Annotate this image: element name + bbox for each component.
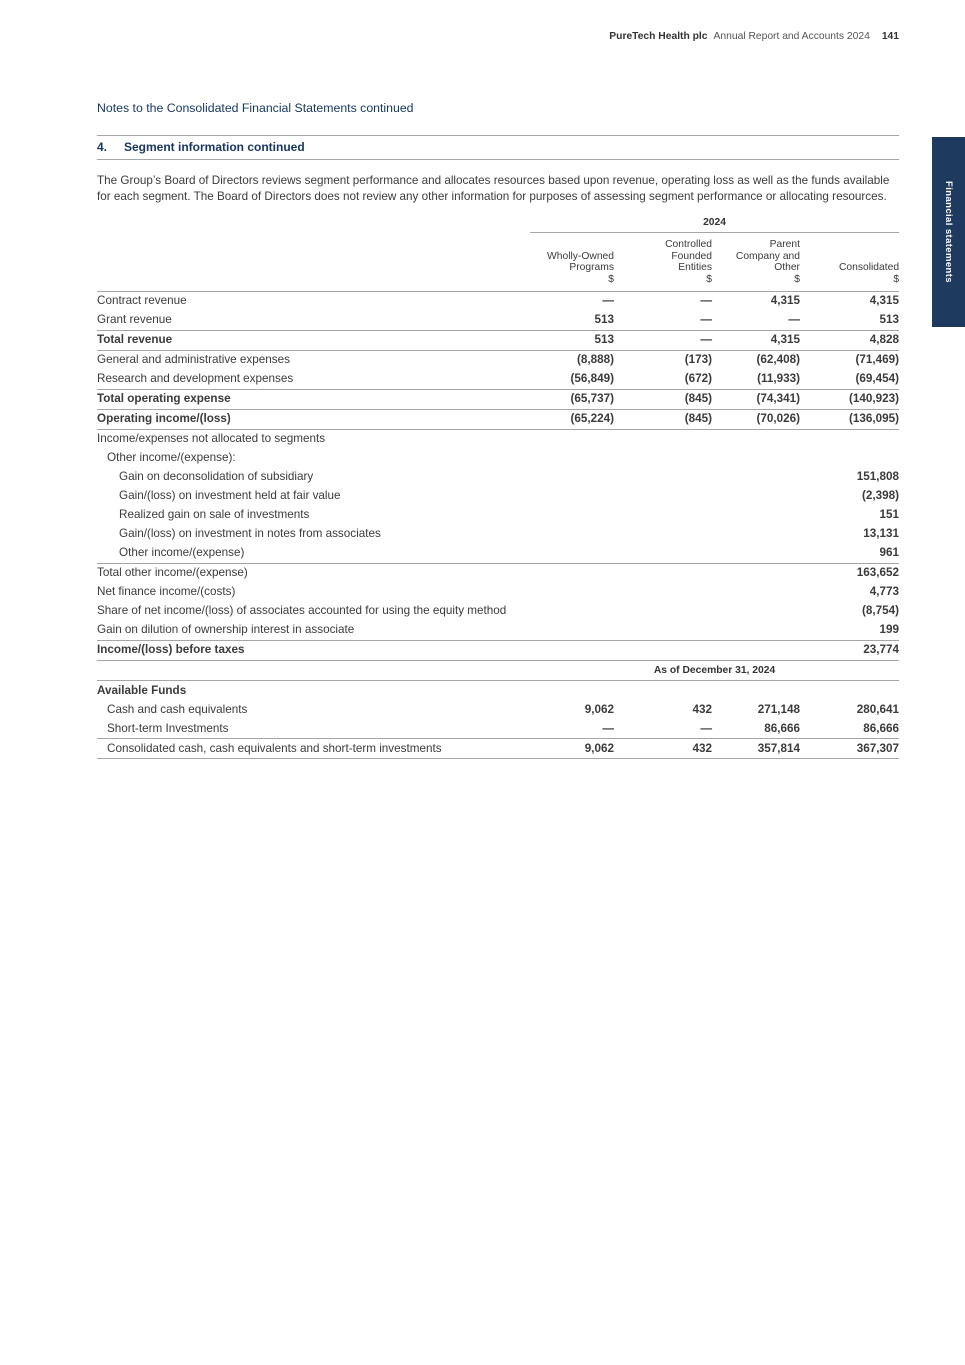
- cell-value: (845): [614, 389, 712, 409]
- cell-value: [712, 544, 800, 564]
- cell-value: (71,469): [855, 353, 900, 367]
- cell-value: —: [614, 311, 712, 331]
- section-title: Segment information continued: [124, 140, 305, 154]
- cell-value: [614, 583, 712, 602]
- row-label: Gain on dilution of ownership interest in associate: [97, 621, 530, 641]
- cell-value: [614, 602, 712, 621]
- page-number: 141: [881, 31, 899, 42]
- table-subheader-row: [97, 660, 899, 681]
- segment-table-body: [97, 291, 899, 759]
- financial-statements-tab: [932, 137, 965, 327]
- cell-value: 9,062: [530, 739, 614, 759]
- cell-value: (69,454): [800, 370, 899, 390]
- cell-value: [530, 506, 614, 525]
- row-label: Consolidated cash, cash equivalents and short-term investments: [97, 739, 530, 759]
- row-label: Other income/(expense): [97, 544, 530, 564]
- row-label: Net finance income/(costs): [97, 585, 236, 599]
- row-label: Gain on deconsolidation of subsidiary: [119, 470, 314, 484]
- table-row: [97, 739, 899, 759]
- cell-value: [530, 449, 614, 468]
- cell-value: [614, 544, 712, 564]
- cell-value: 163,652: [856, 566, 900, 580]
- cell-value: [712, 621, 800, 641]
- table-row: [97, 563, 899, 583]
- cell-value: [712, 640, 800, 660]
- cell-value: (11,933): [712, 370, 800, 390]
- cell-value: 357,814: [712, 739, 800, 759]
- cell-value: 280,641: [856, 702, 900, 716]
- cell-value: (8,888): [576, 353, 614, 367]
- cell-value: —: [530, 719, 614, 739]
- column-header: Controlled Founded Entities $: [614, 233, 712, 291]
- table-row: [97, 429, 899, 449]
- cell-value: [614, 681, 712, 701]
- cell-value: [614, 449, 712, 468]
- cell-value: 86,666: [712, 719, 800, 739]
- cell-value: [614, 506, 712, 525]
- row-spacer: [97, 660, 530, 681]
- cell-value: 513: [530, 311, 614, 331]
- cell-value: —: [712, 311, 800, 331]
- table-row: [97, 506, 899, 525]
- cell-value: [712, 525, 800, 544]
- cell-value: [530, 583, 614, 602]
- section-number: 4.: [97, 140, 108, 154]
- cell-value: —: [614, 719, 712, 739]
- row-label: Income/(loss) before taxes: [97, 640, 530, 660]
- cell-value: 432: [692, 702, 712, 716]
- row-label: Grant revenue: [97, 311, 530, 331]
- cell-value: [800, 681, 899, 701]
- cell-value: [530, 640, 614, 660]
- cell-value: 86,666: [800, 719, 899, 739]
- cell-value: —: [614, 330, 712, 350]
- cell-value: 4,315: [712, 330, 800, 350]
- table-row: [97, 350, 899, 370]
- cell-value: [530, 602, 614, 621]
- table-row: [97, 681, 899, 701]
- row-label: Total other income/(expense): [97, 566, 248, 580]
- year-header: 2024: [530, 217, 899, 233]
- year-header-row: [97, 217, 899, 233]
- table-row: [97, 621, 899, 641]
- row-label: Other income/(expense):: [107, 451, 236, 465]
- row-label: Gain/(loss) on investment held at fair value: [119, 489, 341, 503]
- table-row: [97, 719, 899, 739]
- header-spacer: [97, 233, 530, 291]
- table-row: [97, 370, 899, 390]
- row-label: General and administrative expenses: [97, 353, 290, 367]
- cell-value: (65,224): [530, 409, 614, 429]
- report-title: Annual Report and Accounts 2024: [713, 31, 870, 42]
- cell-value: [530, 429, 614, 449]
- cell-value: [614, 563, 712, 583]
- row-label: Available Funds: [97, 683, 187, 697]
- cell-value: 367,307: [800, 739, 899, 759]
- row-label: Gain/(loss) on investment in notes from associates: [119, 527, 381, 541]
- cell-value: [530, 544, 614, 564]
- cell-value: (672): [614, 370, 712, 390]
- cell-value: 432: [614, 739, 712, 759]
- cell-value: [712, 449, 800, 468]
- column-header-row: [97, 233, 899, 291]
- row-label: Total revenue: [97, 330, 530, 350]
- as-of-date-label: As of December 31, 2024: [530, 660, 899, 681]
- cell-value: 961: [800, 544, 899, 564]
- cell-value: [614, 487, 712, 506]
- cell-value: 151: [879, 508, 900, 522]
- cell-value: [530, 621, 614, 641]
- cell-value: —: [700, 294, 712, 308]
- cell-value: [712, 468, 800, 487]
- cell-value: (65,737): [530, 389, 614, 409]
- cell-value: [530, 681, 614, 701]
- cell-value: [712, 429, 800, 449]
- table-row: [97, 583, 899, 602]
- row-label: Research and development expenses: [97, 370, 530, 390]
- cell-value: [712, 602, 800, 621]
- header-spacer: [97, 217, 530, 233]
- cell-value: (2,398): [862, 489, 900, 503]
- cell-value: [800, 449, 899, 468]
- table-row: [97, 311, 899, 331]
- table-row: [97, 389, 899, 409]
- row-label: Realized gain on sale of investments: [119, 508, 310, 522]
- cell-value: [530, 487, 614, 506]
- notes-title: Notes to the Consolidated Financial Statements continued: [97, 101, 414, 115]
- row-label: Cash and cash equivalents: [107, 702, 248, 716]
- table-row: [97, 640, 899, 660]
- cell-value: 4,773: [869, 585, 900, 599]
- table-row: [97, 544, 899, 564]
- cell-value: (8,754): [862, 604, 900, 618]
- row-label: Short-term Investments: [97, 719, 530, 739]
- cell-value: 151,808: [856, 470, 900, 484]
- cell-value: —: [602, 294, 614, 308]
- cell-value: (845): [614, 409, 712, 429]
- row-label: Income/expenses not allocated to segments: [97, 432, 326, 446]
- cell-value: [712, 487, 800, 506]
- table-row: [97, 409, 899, 429]
- cell-value: (62,408): [756, 353, 800, 367]
- row-label: Contract revenue: [97, 294, 187, 308]
- section-heading: [97, 135, 899, 160]
- cell-value: [712, 681, 800, 701]
- brand-name: PureTech Health plc: [609, 31, 708, 42]
- row-label: Total operating expense: [97, 389, 530, 409]
- table-row: [97, 449, 899, 468]
- cell-value: (173): [684, 353, 712, 367]
- row-label: Operating income/(loss): [97, 409, 530, 429]
- table-row: [97, 330, 899, 350]
- table-row: [97, 487, 899, 506]
- segment-table: [97, 217, 899, 759]
- cell-value: 513: [530, 330, 614, 350]
- cell-value: [800, 429, 899, 449]
- cell-value: [712, 563, 800, 583]
- cell-value: [530, 563, 614, 583]
- cell-value: (74,341): [712, 389, 800, 409]
- cell-value: [712, 506, 800, 525]
- intro-paragraph: The Group’s Board of Directors reviews segment performance and allocates resources based upon revenue, operating loss as well as the funds available for each segment. The Board of Directors does not review any other information for purposes of assessing segment performance or allocating resources.: [97, 174, 890, 203]
- table-row: [97, 525, 899, 544]
- cell-value: 9,062: [584, 702, 614, 716]
- cell-value: 271,148: [757, 702, 800, 716]
- cell-value: [614, 468, 712, 487]
- table-row: [97, 602, 899, 621]
- cell-value: (56,849): [530, 370, 614, 390]
- cell-value: 513: [800, 311, 899, 331]
- cell-value: 13,131: [863, 527, 900, 541]
- side-tab-label: Financial statements: [943, 181, 954, 283]
- column-header: Consolidated $: [800, 233, 899, 291]
- cell-value: 23,774: [800, 640, 899, 660]
- cell-value: 4,828: [800, 330, 899, 350]
- cell-value: 4,315: [770, 294, 800, 308]
- cell-value: (140,923): [800, 389, 899, 409]
- row-label: Share of net income/(loss) of associates accounted for using the equity method: [97, 604, 507, 618]
- cell-value: 4,315: [869, 294, 900, 308]
- cell-value: 199: [800, 621, 899, 641]
- cell-value: (136,095): [800, 409, 899, 429]
- cell-value: [530, 525, 614, 544]
- table-row: [97, 291, 899, 311]
- column-header: Parent Company and Other $: [712, 233, 800, 291]
- cell-value: [614, 621, 712, 641]
- cell-value: [614, 640, 712, 660]
- page-header: [609, 31, 899, 42]
- cell-value: (70,026): [712, 409, 800, 429]
- page-content: [97, 101, 899, 759]
- cell-value: [614, 525, 712, 544]
- table-row: [97, 700, 899, 719]
- cell-value: [530, 468, 614, 487]
- column-header: Wholly-Owned Programs $: [530, 233, 614, 291]
- cell-value: [712, 583, 800, 602]
- table-row: [97, 468, 899, 487]
- cell-value: [614, 429, 712, 449]
